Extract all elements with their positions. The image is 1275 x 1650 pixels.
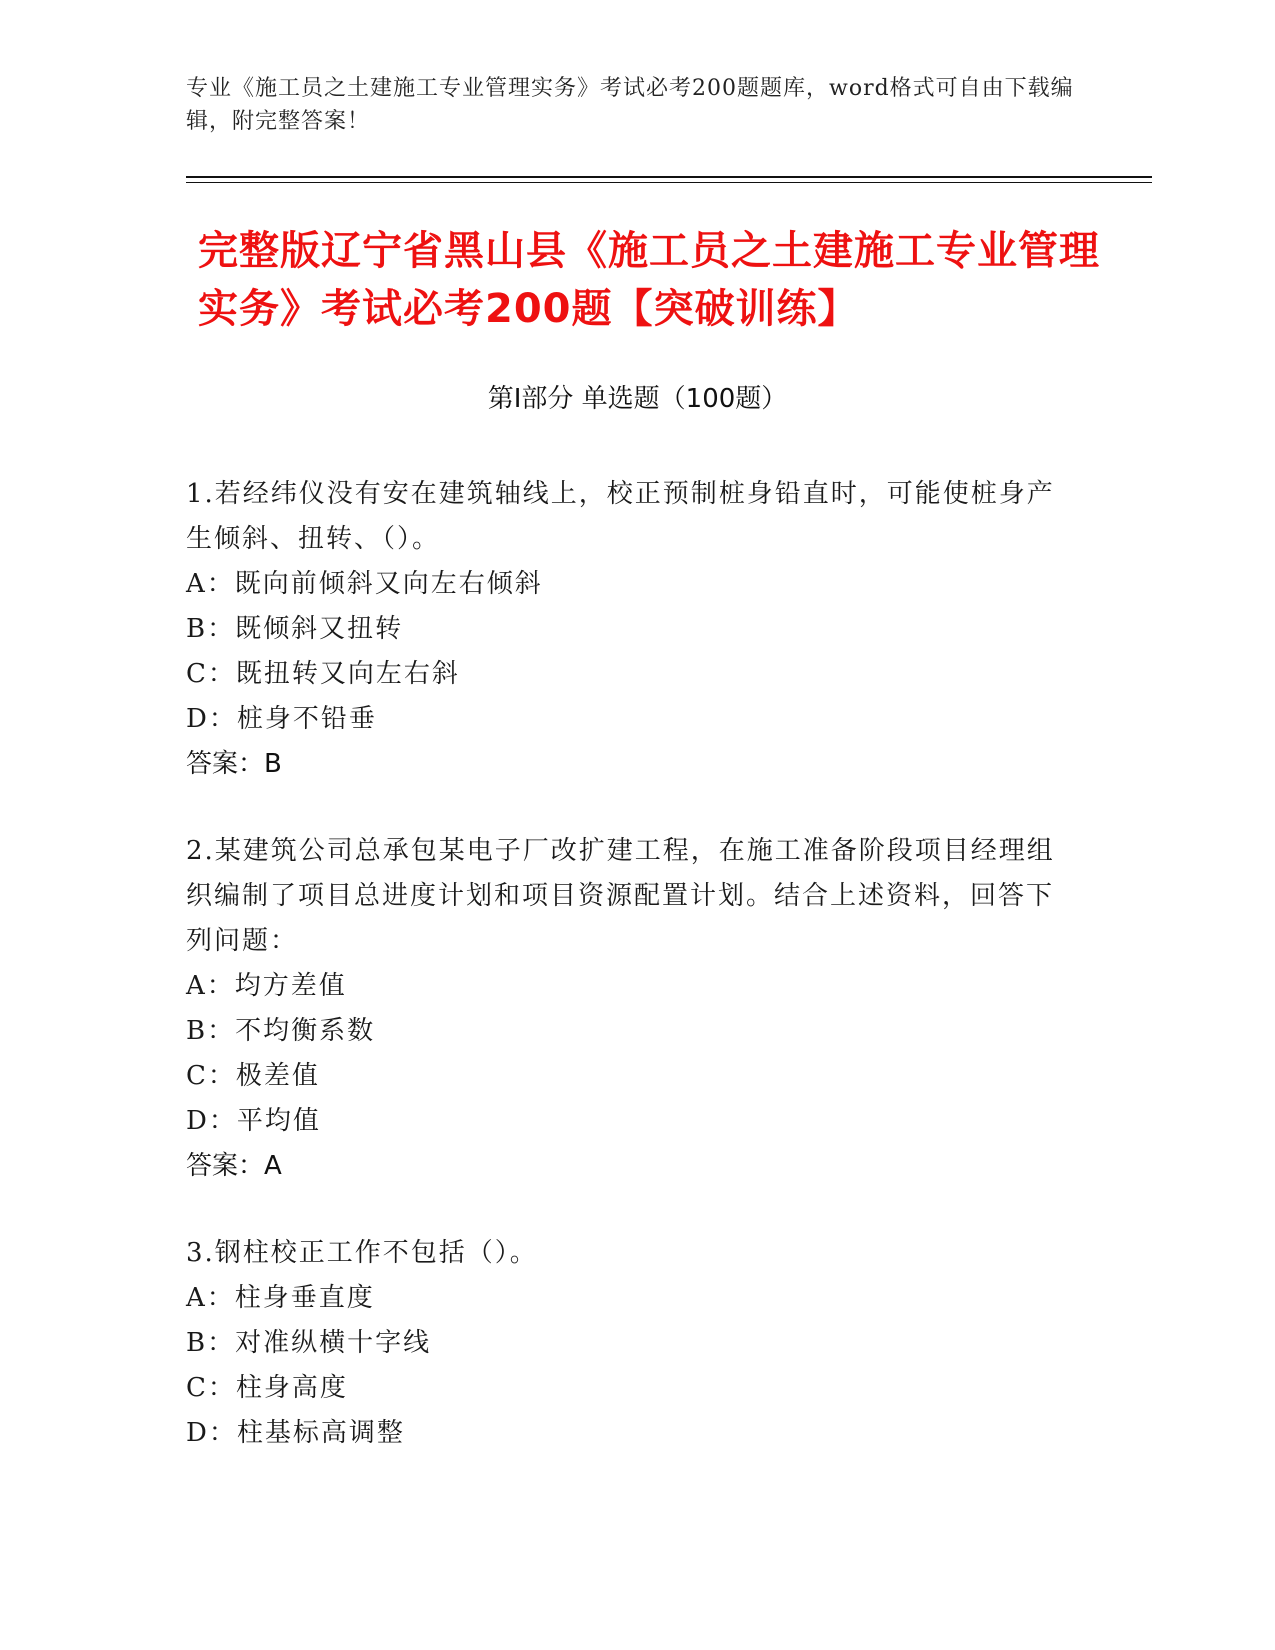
document-title: 完整版辽宁省黑山县《施工员之土建施工专业管理实务》考试必考200题【突破训练】 (198, 228, 1100, 332)
option-b: B：不均衡系数 (186, 1016, 376, 1046)
option-d: D：柱基标高调整 (186, 1418, 405, 1448)
question-item (186, 472, 1066, 787)
option-a: A：既向前倾斜又向左右倾斜 (186, 569, 543, 599)
header-rule-thin (186, 182, 1152, 183)
option-c: C：柱身高度 (186, 1373, 348, 1403)
option-b: B：对准纵横十字线 (186, 1328, 432, 1358)
question-item (186, 1231, 1066, 1456)
option-a: A：均方差值 (186, 971, 347, 1001)
question-stem: 1.若经纬仪没有安在建筑轴线上，校正预制桩身铅直时，可能使桩身产生倾斜、扭转、（）。 (186, 479, 1055, 554)
option-d: D：桩身不铅垂 (186, 704, 377, 734)
section-heading: 第I部分 单选题（100题） (487, 384, 788, 414)
answer-line: 答案：B (186, 749, 282, 779)
header-rule-thick (186, 176, 1152, 178)
option-c: C：既扭转又向左右斜 (186, 659, 460, 689)
question-list (186, 472, 1066, 1498)
option-a: A：柱身垂直度 (186, 1283, 375, 1313)
option-d: D：平均值 (186, 1106, 321, 1136)
option-b: B：既倾斜又扭转 (186, 614, 404, 644)
option-c: C：极差值 (186, 1061, 320, 1091)
question-stem: 3.钢柱校正工作不包括（）。 (186, 1238, 538, 1268)
answer-line: 答案：A (186, 1151, 282, 1181)
header-note: 专业《施工员之土建施工专业管理实务》考试必考200题题库，word格式可自由下载编辑，附完整答案！ (186, 76, 1074, 134)
question-item (186, 829, 1066, 1189)
question-stem: 2.某建筑公司总承包某电子厂改扩建工程，在施工准备阶段项目经理组织编制了项目总进度计划和项目资源配置计划。结合上述资料，回答下列问题： (186, 836, 1055, 956)
